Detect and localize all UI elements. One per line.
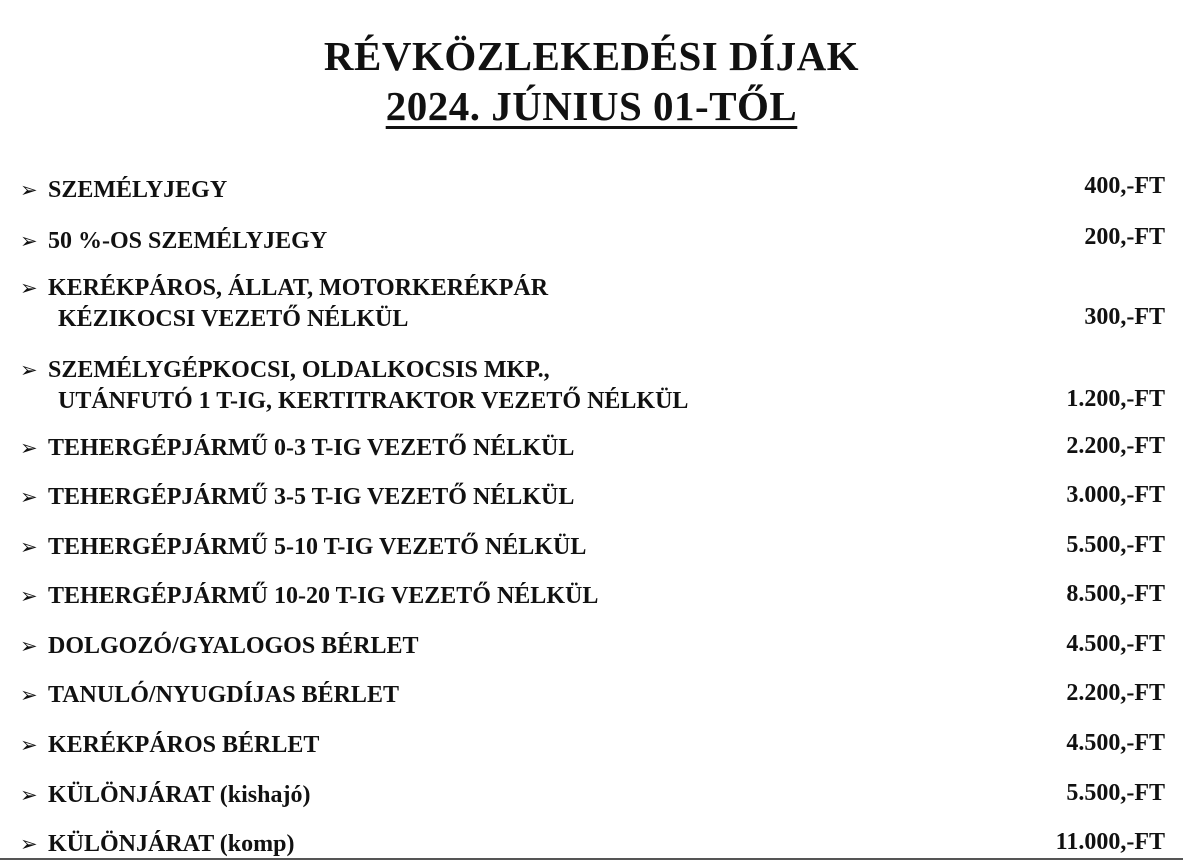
fee-price: 300,-FT — [1084, 304, 1165, 330]
fee-price: 5.500,-FT — [1066, 532, 1165, 558]
page-subtitle — [0, 83, 1183, 129]
arrowhead-bullet-icon: ➢ — [20, 276, 38, 300]
fee-label-continued: UTÁNFUTÓ 1 T-IG, KERTITRAKTOR VEZETŐ NÉLKÜL — [58, 388, 689, 414]
arrowhead-bullet-icon: ➢ — [20, 733, 38, 757]
fee-price: 4.500,-FT — [1066, 730, 1165, 756]
arrowhead-bullet-icon: ➢ — [20, 178, 38, 202]
fee-label: TEHERGÉPJÁRMŰ 5-10 T-IG VEZETŐ NÉLKÜL — [48, 534, 587, 560]
arrowhead-bullet-icon: ➢ — [20, 832, 38, 856]
effective-date: 2024. JÚNIUS 01-TŐL — [385, 83, 798, 129]
arrowhead-bullet-icon: ➢ — [20, 683, 38, 707]
arrowhead-bullet-icon: ➢ — [20, 485, 38, 509]
fee-price: 400,-FT — [1084, 173, 1165, 199]
fee-label: KERÉKPÁROS BÉRLET — [48, 732, 320, 758]
fee-label: SZEMÉLYGÉPKOCSI, OLDALKOCSIS MKP., — [48, 357, 550, 383]
fee-label: TANULÓ/NYUGDÍJAS BÉRLET — [48, 682, 399, 708]
arrowhead-bullet-icon: ➢ — [20, 783, 38, 807]
fee-label: TEHERGÉPJÁRMŰ 10-20 T-IG VEZETŐ NÉLKÜL — [48, 583, 599, 609]
fee-price: 1.200,-FT — [1066, 386, 1165, 412]
page-title: RÉVKÖZLEKEDÉSI DÍJAK — [323, 33, 860, 79]
fee-price: 2.200,-FT — [1066, 433, 1165, 459]
fee-label: DOLGOZÓ/GYALOGOS BÉRLET — [48, 633, 419, 659]
fee-label: 50 %-OS SZEMÉLYJEGY — [48, 228, 328, 254]
arrowhead-bullet-icon: ➢ — [20, 584, 38, 608]
arrowhead-bullet-icon: ➢ — [20, 358, 38, 382]
fee-price: 5.500,-FT — [1066, 780, 1165, 806]
fee-price: 4.500,-FT — [1066, 631, 1165, 657]
fee-price: 3.000,-FT — [1066, 482, 1165, 508]
arrowhead-bullet-icon: ➢ — [20, 535, 38, 559]
fee-label: KERÉKPÁROS, ÁLLAT, MOTORKERÉKPÁR — [48, 275, 549, 301]
fee-label: TEHERGÉPJÁRMŰ 3-5 T-IG VEZETŐ NÉLKÜL — [48, 484, 575, 510]
fee-price: 200,-FT — [1084, 224, 1165, 250]
arrowhead-bullet-icon: ➢ — [20, 229, 38, 253]
fee-label-continued: KÉZIKOCSI VEZETŐ NÉLKÜL — [58, 306, 409, 332]
fee-price: 2.200,-FT — [1066, 680, 1165, 706]
fee-price: 8.500,-FT — [1066, 581, 1165, 607]
arrowhead-bullet-icon: ➢ — [20, 436, 38, 460]
page-edge-line — [0, 858, 1183, 860]
fee-label: TEHERGÉPJÁRMŰ 0-3 T-IG VEZETŐ NÉLKÜL — [48, 435, 575, 461]
fee-price: 11.000,-FT — [1055, 829, 1165, 855]
fee-label: KÜLÖNJÁRAT (kishajó) — [48, 782, 311, 808]
arrowhead-bullet-icon: ➢ — [20, 634, 38, 658]
fee-label: SZEMÉLYJEGY — [48, 177, 228, 203]
fee-label: KÜLÖNJÁRAT (komp) — [48, 831, 295, 857]
